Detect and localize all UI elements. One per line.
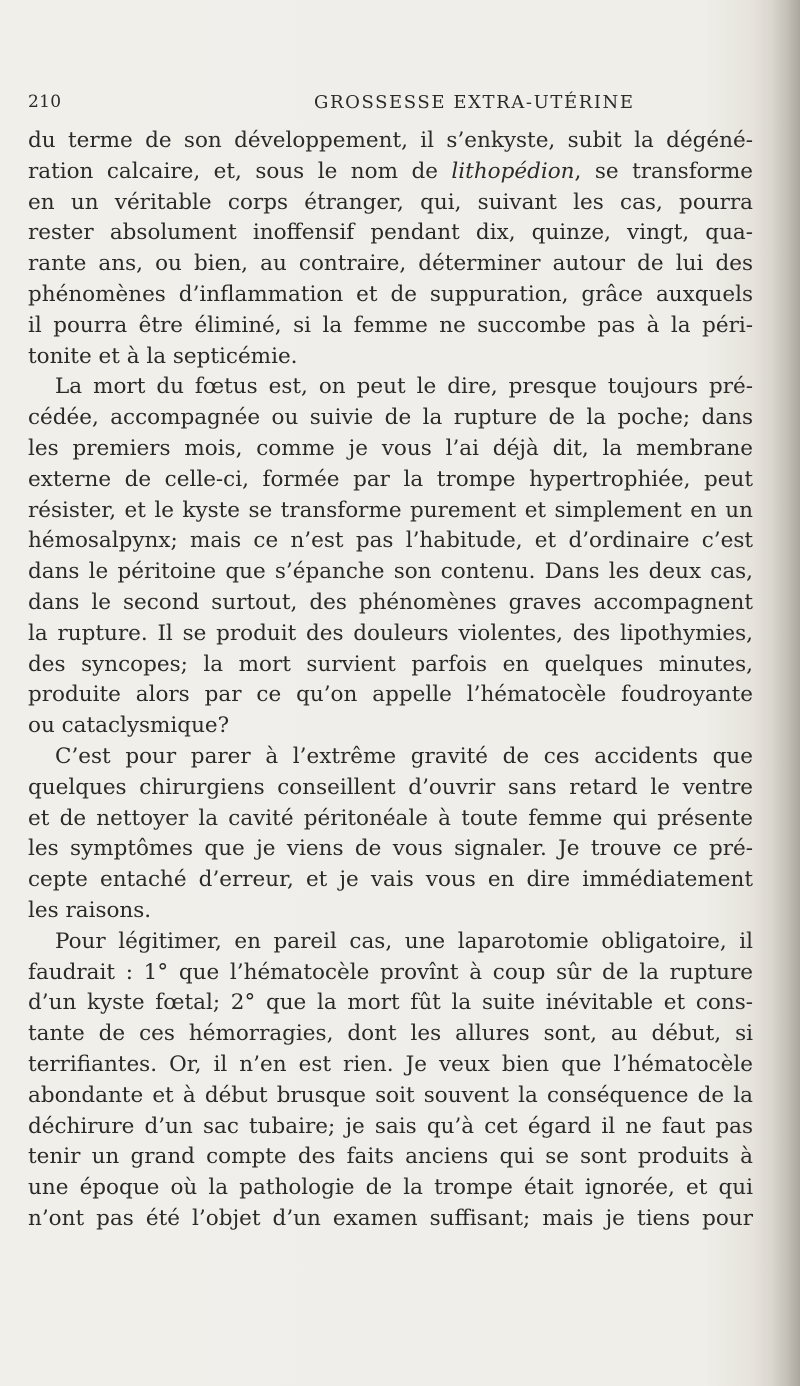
text-line: phénomènes d’inflammation et de suppuration, grâce auxquels: [28, 281, 753, 307]
body-text: [28, 126, 753, 1235]
text-line: La mort du fœtus est, on peut le dire, presque toujours pré-: [55, 374, 753, 400]
text-line: externe de celle-ci, formée par la trompe hypertrophiée, peut: [28, 466, 753, 492]
text-line: les raisons.: [28, 897, 152, 923]
running-title: GROSSESSE EXTRA-UTÉRINE: [314, 92, 635, 113]
text-line: dans le second surtout, des phénomènes graves accompagnent: [28, 589, 753, 615]
text-line: cepte entaché d’erreur, et je vais vous en dire immédiatement: [28, 867, 753, 893]
text-line: produite alors par ce qu’on appelle l’hématocèle foudroyante: [28, 682, 753, 708]
text-line: dans le péritoine que s’épanche son contenu. Dans les deux cas,: [28, 559, 753, 585]
text-line: abondante et à début brusque soit souvent la conséquence de la: [28, 1082, 753, 1108]
text-line: rante ans, ou bien, au contraire, déterminer autour de lui des: [28, 251, 753, 277]
text-line: la rupture. Il se produit des douleurs violentes, des lipothymies,: [28, 620, 753, 646]
text-line: terrifiantes. Or, il n’en est rien. Je veux bien que l’hématocèle: [28, 1051, 753, 1077]
text-line: rester absolument inoffensif pendant dix, quinze, vingt, qua-: [28, 220, 753, 246]
text-line: Pour légitimer, en pareil cas, une laparotomie obligatoire, il: [55, 928, 753, 954]
page-number: 210: [28, 92, 62, 112]
text-line: les symptômes que je viens de vous signaler. Je trouve ce pré-: [28, 836, 753, 862]
text-line: les premiers mois, comme je vous l’ai déjà dit, la membrane: [28, 435, 753, 461]
text-line: ou cataclysmique?: [28, 713, 230, 739]
paragraph: [28, 927, 753, 1235]
paragraph: [28, 372, 753, 742]
text-line: tante de ces hémorragies, dont les allures sont, au début, si: [28, 1021, 753, 1047]
text-line: quelques chirurgiens conseillent d’ouvrir sans retard le ventre: [28, 774, 753, 800]
text-line: C’est pour parer à l’extrême gravité de ces accidents que: [55, 743, 753, 769]
text-line: il pourra être éliminé, si la femme ne succombe pas à la péri-: [28, 312, 753, 338]
text-line: n’ont pas été l’objet d’un examen suffisant; mais je tiens pour: [28, 1205, 753, 1231]
binding-shadow: [772, 0, 800, 1386]
text-line: ration calcaire, et, sous le nom de lithopédion, se transforme: [28, 158, 753, 184]
text-line: hémosalpynx; mais ce n’est pas l’habitude, et d’ordinaire c’est: [28, 528, 753, 554]
text-line: tenir un grand compte des faits anciens qui se sont produits à: [28, 1144, 753, 1170]
text-line: d’un kyste fœtal; 2° que la mort fût la suite inévitable et cons-: [28, 990, 753, 1016]
paragraph: [28, 742, 753, 927]
text-line: résister, et le kyste se transforme purement et simplement en un: [28, 497, 753, 523]
running-head: [28, 92, 758, 122]
text-line: en un véritable corps étranger, qui, suivant les cas, pourra: [28, 189, 753, 215]
text-line: tonite et à la septicémie.: [28, 343, 298, 369]
text-line: des syncopes; la mort survient parfois en quelques minutes,: [28, 651, 753, 677]
italic-term: lithopédion: [451, 158, 575, 184]
text-line: et de nettoyer la cavité péritonéale à toute femme qui présente: [28, 805, 753, 831]
text-line: faudrait : 1° que l’hématocèle provînt à coup sûr de la rupture: [28, 959, 753, 985]
text-line: du terme de son développement, il s’enkyste, subit la dégéné-: [28, 128, 753, 153]
text-line: déchirure d’un sac tubaire; je sais qu’à cet égard il ne faut pas: [28, 1113, 753, 1139]
paragraph: [28, 126, 753, 372]
text-line: une époque où la pathologie de la trompe était ignorée, et qui: [28, 1175, 753, 1201]
text-line: cédée, accompagnée ou suivie de la rupture de la poche; dans: [28, 405, 753, 431]
